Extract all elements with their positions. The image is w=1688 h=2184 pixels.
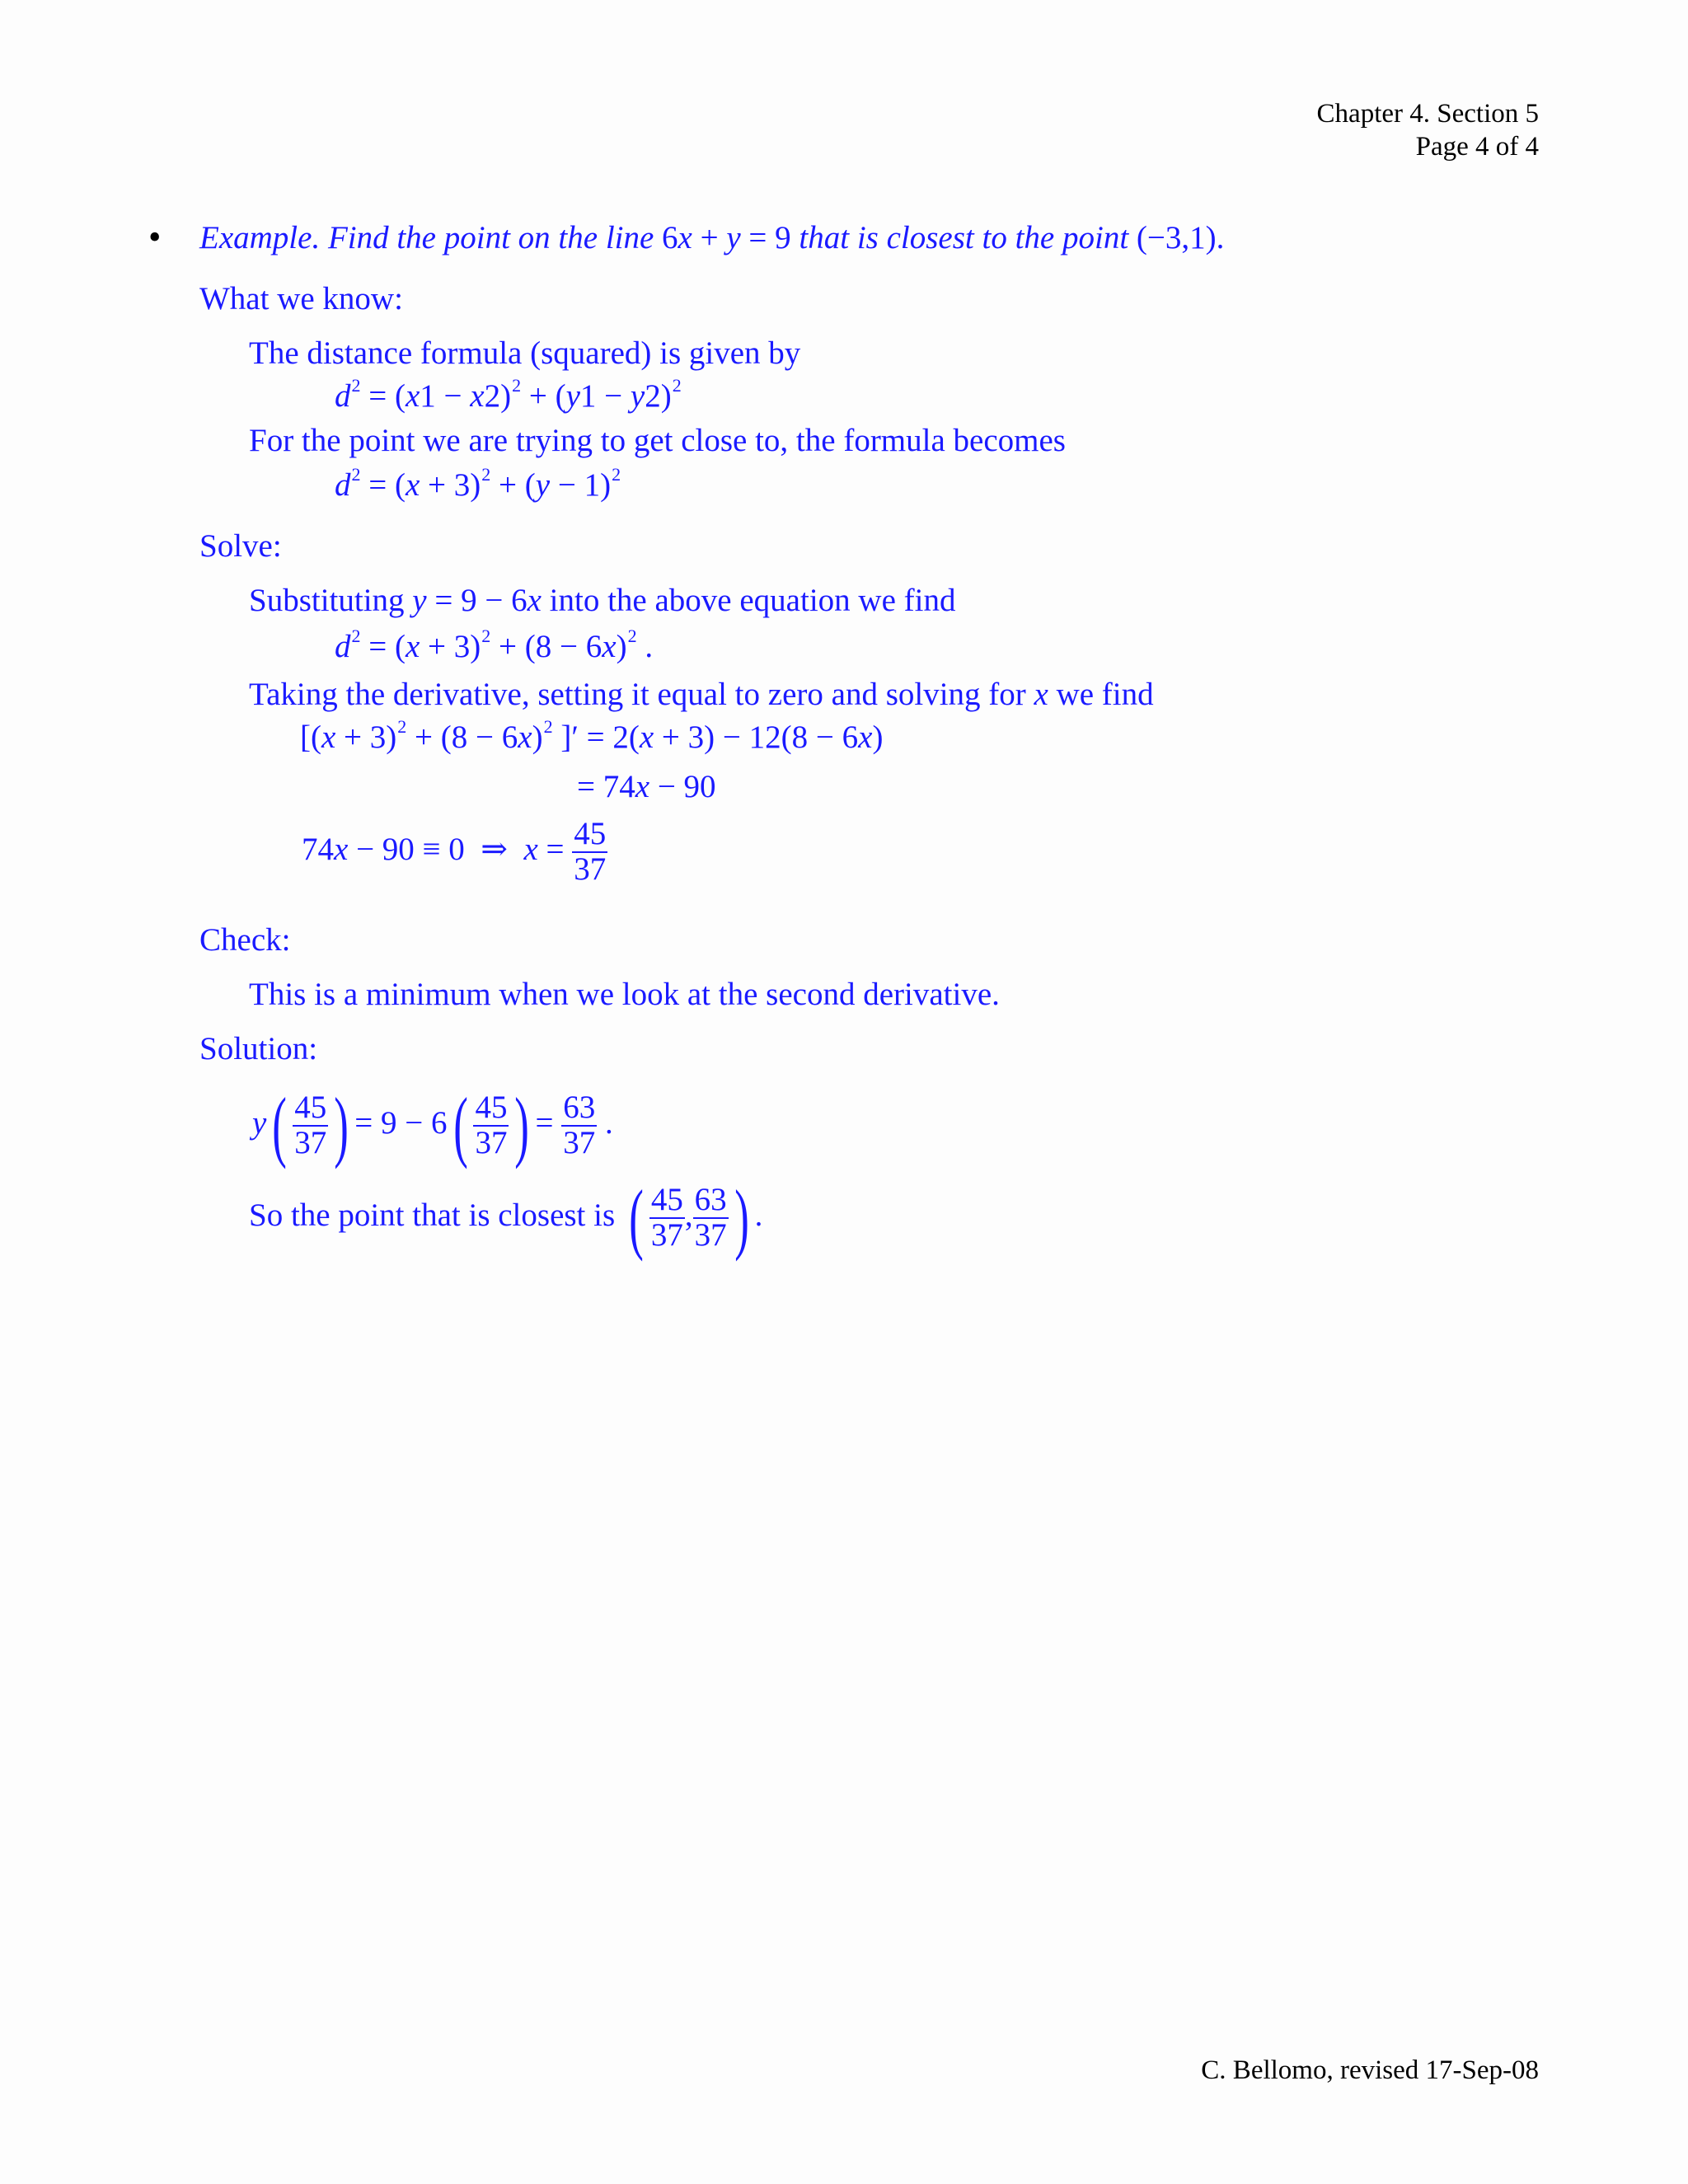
- line-equation: 6x + y = 9: [662, 220, 791, 255]
- closest-text: So the point that is closest is: [249, 1197, 623, 1233]
- derivative-tail: we find: [1048, 677, 1154, 712]
- heading-solution: Solution:: [199, 1031, 318, 1066]
- distance-formula-text: The distance formula (squared) is given by: [249, 335, 801, 371]
- example-mid: that is closest to the point: [799, 220, 1137, 255]
- check-text: This is a minimum when we look at the second derivative.: [249, 977, 1000, 1012]
- period: .: [1216, 220, 1225, 255]
- fraction-x: $\frac{45}{37}$: [574, 816, 607, 887]
- substituted-formula: $d^2 = (x + 3)^2 + (8 - 6x)^2$ .: [335, 626, 654, 664]
- derivative-text: Taking the derivative, setting it equal to zero and solving for x we find: [249, 677, 1154, 712]
- example-statement: [199, 219, 1224, 256]
- critical-point-equation: 74x − 90 ≡ 0 ⇒ x = $\frac{45}{37}$: [302, 816, 607, 887]
- derivative-equation: [$(x + 3)^2 + (8 - 6x)^2$ ]′ = 2(x + 3) − 12(8 − 6x): [300, 716, 884, 755]
- chapter-label: Chapter 4. Section 5: [1316, 99, 1539, 129]
- substitution-text: [249, 582, 955, 619]
- distance-formula: $d^2 = (x1 - x2)^2 + (y1 - y2)^2$: [335, 375, 682, 414]
- heading-solve: Solve:: [199, 528, 282, 564]
- example-lead: Example. Find the point on the line: [199, 220, 663, 255]
- substitution-eq: y = 9 − 6x: [412, 583, 542, 618]
- formula-becomes-text: For the point we are trying to get close to, the formula becomes: [249, 423, 1066, 458]
- substitution-lead: Substituting: [249, 583, 413, 618]
- heading-check: Check:: [199, 922, 291, 958]
- target-point: (−3,1): [1136, 220, 1217, 255]
- fraction-x-result: $\frac{45}{37}$: [650, 1182, 683, 1253]
- heading-what-we-know: What we know:: [199, 281, 403, 316]
- substitution-tail: into the above equation we find: [541, 583, 956, 618]
- derivative-lead: Taking the derivative, setting it equal to zero and solving for: [249, 677, 1034, 712]
- footer-credit: C. Bellomo, revised 17-Sep-08: [1201, 2055, 1539, 2085]
- derivative-simplified: = 74x − 90: [577, 769, 716, 804]
- bullet: •: [148, 217, 162, 257]
- y-value-equation: y( $\frac{45}{37}$ ) = 9 − 6( $\frac{45}{37}$ ) = $\frac{63}{37}$ .: [252, 1081, 613, 1169]
- page-number: Page 4 of 4: [1415, 132, 1539, 162]
- specific-distance-formula: $d^2 = (x + 3)^2 + (y - 1)^2$: [335, 464, 621, 503]
- closest-point-statement: So the point that is closest is ( $\frac{45}{37}$ , $\frac{63}{37}$ ) .: [249, 1174, 763, 1262]
- fraction-y-result: $\frac{63}{37}$: [694, 1182, 727, 1253]
